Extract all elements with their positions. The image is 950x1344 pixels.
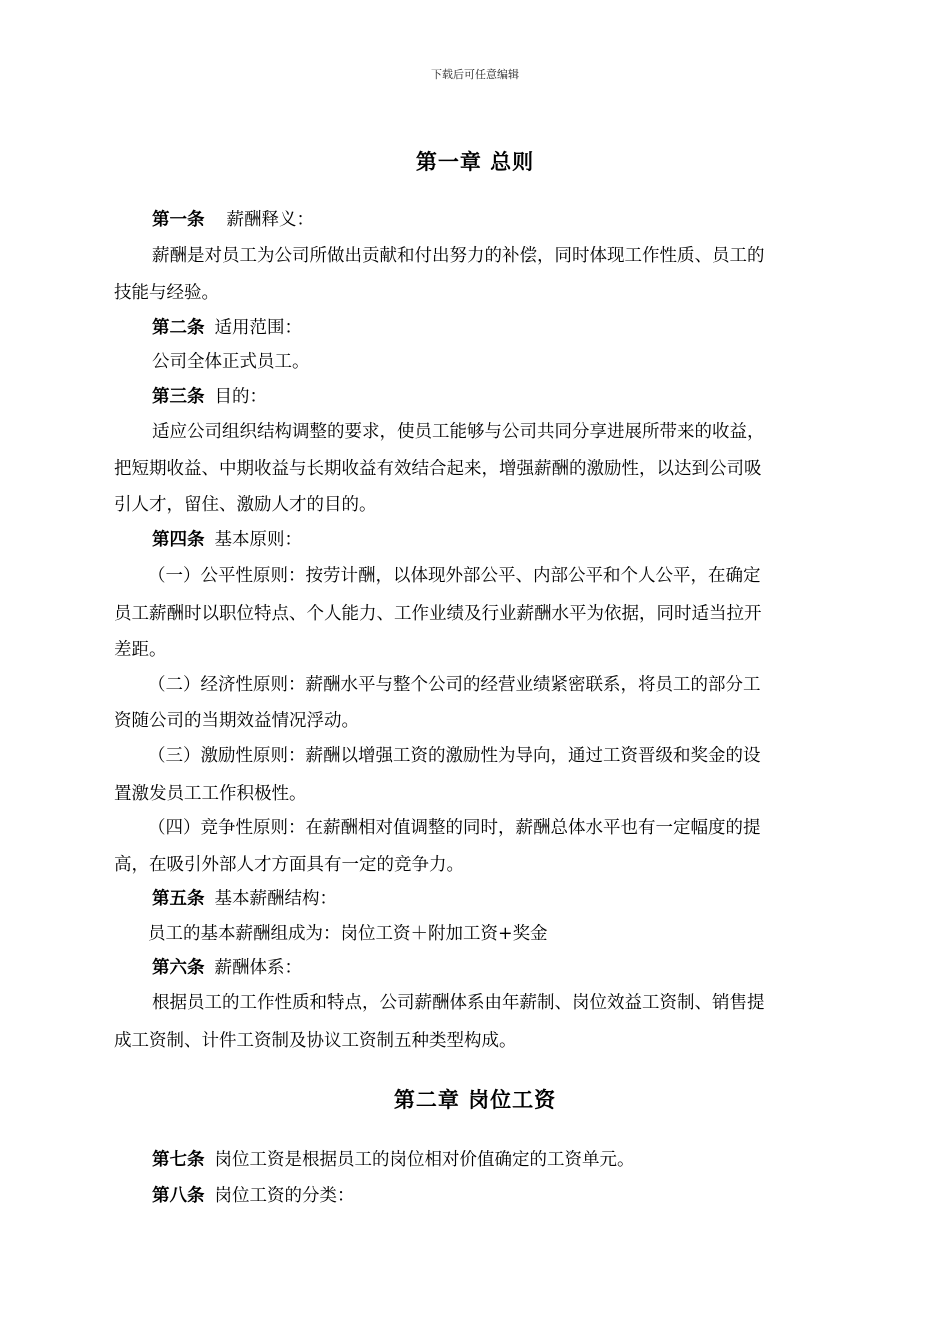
article-label: 第二条 <box>152 318 205 338</box>
paragraph-line: 员工的基本薪酬组成为：岗位工资＋附加工资+奖金 <box>148 924 548 944</box>
article-label: 第一条 <box>152 210 205 230</box>
paragraph-line: （四）竞争性原则：在薪酬相对值调整的同时，薪酬总体水平也有一定幅度的提 <box>148 818 761 838</box>
paragraph-line: 适应公司组织结构调整的要求，使员工能够与公司共同分享进展所带来的收益， <box>152 422 765 442</box>
paragraph-line: （三）激励性原则：薪酬以增强工资的激励性为导向，通过工资晋级和奖金的设 <box>148 746 761 766</box>
article-label: 第四条 <box>152 530 205 550</box>
paragraph-line: 薪酬是对员工为公司所做出贡献和付出努力的补偿，同时体现工作性质、员工的 <box>152 246 765 266</box>
paragraph-line: 高，在吸引外部人才方面具有一定的竞争力。 <box>114 855 464 875</box>
article-5-heading <box>152 889 337 909</box>
paragraph-line: 置激发员工工作积极性。 <box>114 784 307 804</box>
paragraph-line: 差距。 <box>114 640 167 660</box>
paragraph-line: 根据员工的工作性质和特点，公司薪酬体系由年薪制、岗位效益工资制、销售提 <box>152 993 765 1013</box>
article-1-heading <box>152 210 314 230</box>
chapter-2-title: 第二章 岗位工资 <box>393 1087 557 1112</box>
article-label: 第三条 <box>152 387 205 407</box>
article-title: 薪酬释义： <box>226 210 314 230</box>
chapter-1-title: 第一章 总则 <box>415 149 535 174</box>
article-7-heading <box>152 1150 635 1170</box>
article-label: 第七条 <box>152 1150 205 1170</box>
article-title: 基本原则： <box>214 530 302 550</box>
header-note: 下载后可任意编辑 <box>431 68 519 81</box>
article-2-heading <box>152 318 302 338</box>
article-4-heading <box>152 530 302 550</box>
article-6-heading <box>152 958 302 978</box>
paragraph-line: 技能与经验。 <box>114 283 219 303</box>
article-label: 第八条 <box>152 1186 205 1206</box>
paragraph-line: 资随公司的当期效益情况浮动。 <box>114 711 359 731</box>
article-8-heading <box>152 1186 355 1206</box>
article-title: 薪酬体系： <box>214 958 302 978</box>
paragraph-line: 公司全体正式员工。 <box>152 352 310 372</box>
paragraph-line: 把短期收益、中期收益与长期收益有效结合起来，增强薪酬的激励性，以达到公司吸 <box>114 459 762 479</box>
paragraph-line: 成工资制、计件工资制及协议工资制五种类型构成。 <box>114 1031 517 1051</box>
paragraph-line: （二）经济性原则：薪酬水平与整个公司的经营业绩紧密联系，将员工的部分工 <box>148 675 761 695</box>
article-label: 第六条 <box>152 958 205 978</box>
article-title: 目的： <box>214 387 267 407</box>
paragraph-line: 引人才，留住、激励人才的目的。 <box>114 495 377 515</box>
article-title: 适用范围： <box>214 318 302 338</box>
paragraph-line: 员工薪酬时以职位特点、个人能力、工作业绩及行业薪酬水平为依据，同时适当拉开 <box>114 604 762 624</box>
article-title: 岗位工资的分类： <box>214 1186 355 1206</box>
article-text: 岗位工资是根据员工的岗位相对价值确定的工资单元。 <box>214 1150 635 1170</box>
article-3-heading <box>152 387 267 407</box>
article-label: 第五条 <box>152 889 205 909</box>
article-title: 基本薪酬结构： <box>214 889 337 909</box>
paragraph-line: （一）公平性原则：按劳计酬，以体现外部公平、内部公平和个人公平，在确定 <box>148 566 761 586</box>
